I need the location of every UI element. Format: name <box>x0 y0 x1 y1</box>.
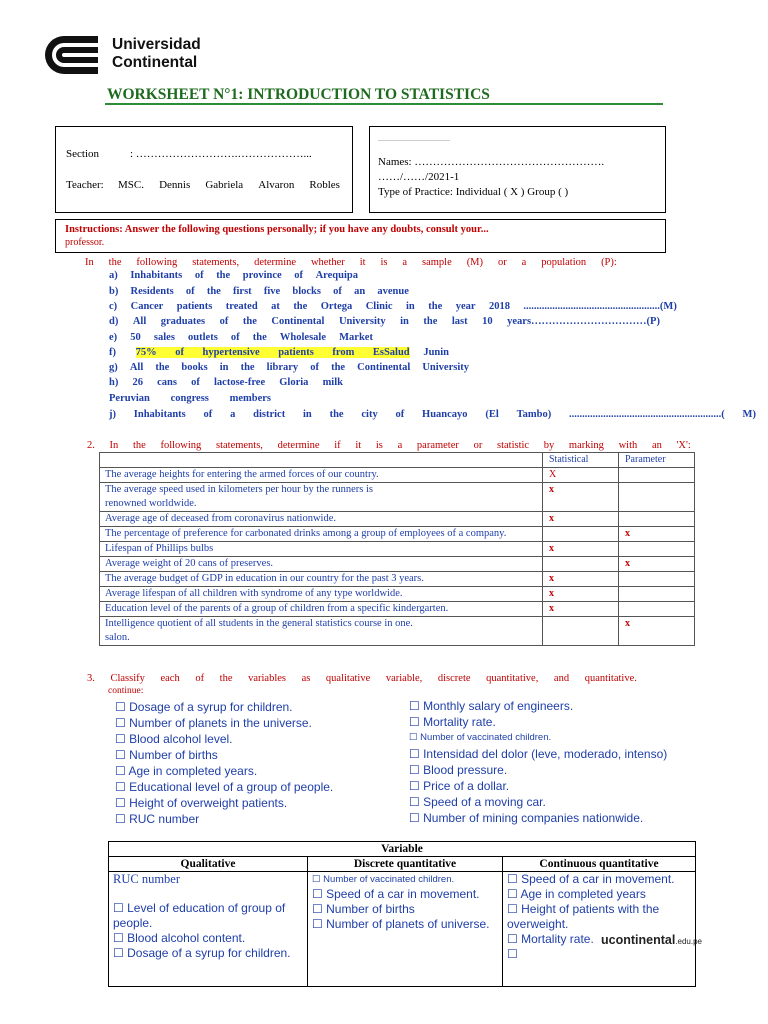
row-statement: Lifespan of Phillips bulbs <box>100 542 543 557</box>
checkbox-icon: ☐ <box>507 947 518 961</box>
university-logo-icon <box>36 33 102 77</box>
list-item: ☐ Number of vaccinated children. <box>409 732 552 743</box>
teacher-label: Teacher: <box>66 179 104 191</box>
list-item <box>113 887 303 901</box>
instructions-box <box>55 219 666 253</box>
col-continuous-header: Continuous quantitative <box>503 857 696 872</box>
section-label: Section <box>66 148 99 160</box>
worksheet-title: WORKSHEET N°1: INTRODUCTION TO STATISTICS <box>107 86 490 103</box>
info-dots: ……………………………… <box>378 137 450 143</box>
list-item: ☐ Monthly salary of engineers. <box>409 699 574 713</box>
list-item: ☐ Educational level of a group of people. <box>115 780 334 794</box>
list-item: ☐ Blood pressure. <box>409 763 508 777</box>
list-item: ☐ Number of vaccinated children. <box>312 874 455 885</box>
col-parameter-header: Parameter <box>619 453 695 468</box>
checkbox-icon: ☐ <box>507 902 518 916</box>
q1-item-a: a) Inhabitants of the province of Arequipa <box>109 270 358 281</box>
list-item: ☐ Speed of a car in movement. <box>312 887 480 901</box>
row-statement: The average heights for entering the armed forces of our country. <box>100 468 543 483</box>
checkbox-icon: ☐ <box>312 902 323 916</box>
statistic-parameter-table <box>99 452 695 646</box>
list-item: ☐ Number of planets of universe. <box>312 917 490 931</box>
q1-item-g: g) All the books in the library of the Continental University <box>109 362 469 373</box>
table-row <box>100 527 695 542</box>
university-name-line2: Continental <box>112 54 198 71</box>
checkbox-icon: ☐ <box>115 796 126 810</box>
checkbox-icon: ☐ <box>115 716 126 730</box>
table-header-row <box>109 842 696 857</box>
names-field: Names: ……………………………………………. <box>378 156 605 168</box>
date-field: ……/……/2021-1 <box>378 171 460 183</box>
table-row <box>100 602 695 617</box>
row-statement: Intelligence quotient of all students in the general statistics course in one. salon. <box>100 617 543 646</box>
checkbox-icon: ☐ <box>409 779 420 793</box>
university-name <box>112 36 201 72</box>
statistical-mark: x <box>543 512 619 527</box>
q1-item-f: f) 75% of hypertensive patients from EsSalud Junin <box>109 347 449 358</box>
q1-item-i: Peruvian congress members <box>109 393 271 404</box>
section-value: : ……………………….………………... <box>130 148 312 160</box>
instructions-line2: professor. <box>65 237 105 248</box>
checkbox-icon: ☐ <box>312 887 323 901</box>
q1-item-d: d) All graduates of the Continental University in the last 10 years……………………………(P) <box>109 316 660 327</box>
q1-item-e: e) 50 sales outlets of the Wholesale Market <box>109 332 373 343</box>
parameter-mark: x <box>619 617 695 646</box>
checkbox-icon: ☐ <box>507 887 518 901</box>
statistical-mark <box>543 557 619 572</box>
row-statement: Average lifespan of all children with syndrome of any type worldwide. <box>100 587 543 602</box>
variable-header: Variable <box>109 842 696 857</box>
checkbox-icon: ☐ <box>115 700 126 714</box>
table-row <box>100 557 695 572</box>
q1-item-j: j) Inhabitants of a district in the city of Huancayo (El Tambo) ..........................................................( M) <box>109 409 756 420</box>
qualitative-cell <box>109 872 308 987</box>
parameter-mark <box>619 512 695 527</box>
parameter-mark: x <box>619 527 695 542</box>
checkbox-icon: ☐ <box>409 715 420 729</box>
checkbox-icon: ☐ <box>115 764 126 778</box>
col-statistical-header: Statistical <box>543 453 619 468</box>
checkbox-icon: ☐ <box>507 872 518 886</box>
checkbox-icon: ☐ <box>115 732 126 746</box>
variable-classification-table <box>108 841 696 987</box>
checkbox-icon: ☐ <box>409 732 418 743</box>
list-item: ☐ Speed of a car in movement. <box>507 872 675 886</box>
statistical-mark: X <box>543 468 619 483</box>
info-box-right <box>369 126 666 213</box>
table-header-row <box>100 453 695 468</box>
row-statement: Average age of deceased from coronavirus nationwide. <box>100 512 543 527</box>
list-item: ☐ Height of patients with the overweight. <box>507 902 660 931</box>
q3-prompt-continue: continue: <box>108 686 144 696</box>
list-item: ☐ Number of mining companies nationwide. <box>409 811 644 825</box>
list-item: ☐ Number of births <box>115 748 218 762</box>
table-row <box>100 483 695 512</box>
table-row <box>100 468 695 483</box>
table-row <box>100 587 695 602</box>
list-item: ☐ Price of a dollar. <box>409 779 510 793</box>
checkbox-icon: ☐ <box>113 946 124 960</box>
instructions-line1: Instructions: Answer the following questions personally; if you have any doubts, consult your... <box>65 224 489 235</box>
checkbox-icon: ☐ <box>115 780 126 794</box>
list-item: ☐ Mortality rate. <box>409 715 496 729</box>
q3-prompt: 3. Classify each of the variables as qualitative variable, discrete quantitative, and quantitative. <box>87 673 637 684</box>
q1-prompt: In the following statements, determine whether it is a sample (M) or a population (P): <box>85 257 617 268</box>
list-item: ☐ Intensidad del dolor (leve, moderado, intenso) <box>409 747 668 761</box>
row-statement: Average weight of 20 cans of preserves. <box>100 557 543 572</box>
list-item: ☐ Dosage of a syrup for children. <box>113 946 291 960</box>
checkbox-icon: ☐ <box>113 931 124 945</box>
row-statement: The percentage of preference for carbonated drinks among a group of employees of a company. <box>100 527 543 542</box>
checkbox-icon: ☐ <box>409 811 420 825</box>
checkbox-icon: ☐ <box>409 763 420 777</box>
teacher-value: MSC. Dennis Gabriela Alvaron Robles <box>118 179 340 191</box>
list-item: ☐ Blood alcohol content. <box>113 931 246 945</box>
university-name-line1: Universidad <box>112 36 201 53</box>
checkbox-icon: ☐ <box>507 932 518 946</box>
statistical-mark: x <box>543 572 619 587</box>
parameter-mark <box>619 468 695 483</box>
q1-item-c: c) Cancer patients treated at the Ortega Clinic in the year 2018 ....................................................(M) <box>109 301 677 312</box>
list-item: ☐ Dosage of a syrup for children. <box>115 700 293 714</box>
table-row <box>100 542 695 557</box>
list-item: ☐ Level of education of group of people. <box>113 901 286 930</box>
table-row <box>100 572 695 587</box>
checkbox-icon: ☐ <box>115 748 126 762</box>
table-row <box>100 512 695 527</box>
list-item: ☐ Mortality rate. <box>507 932 594 946</box>
parameter-mark <box>619 602 695 617</box>
checkbox-icon: ☐ <box>409 699 420 713</box>
q1-item-h: h) 26 cans of lactose-free Gloria milk <box>109 377 343 388</box>
checkbox-icon: ☐ <box>115 812 126 826</box>
q3-right-list <box>409 698 667 826</box>
checkbox-icon: ☐ <box>409 747 420 761</box>
list-item: ☐ Number of planets in the universe. <box>115 716 312 730</box>
continuous-cell <box>503 872 696 987</box>
list-item: ☐ Blood alcohol level. <box>115 732 233 746</box>
checkbox-icon: ☐ <box>312 917 323 931</box>
table-header-row <box>109 857 696 872</box>
col-qualitative-header: Qualitative <box>109 857 308 872</box>
q1-item-b: b) Residents of the first five blocks of an avenue <box>109 286 409 297</box>
discrete-cell <box>308 872 503 987</box>
parameter-mark <box>619 483 695 512</box>
table-row <box>100 617 695 646</box>
statistical-mark: x <box>543 602 619 617</box>
table-header-blank <box>100 453 543 468</box>
statistical-mark: x <box>543 587 619 602</box>
statistical-mark: x <box>543 483 619 512</box>
q3-left-list <box>115 699 333 827</box>
list-item: ☐ Age in completed years <box>507 887 646 901</box>
q2-prompt: 2. In the following statements, determine if it is a parameter or statistic by marking with an 'X': <box>87 440 691 451</box>
statistical-mark: x <box>543 542 619 557</box>
list-item: ☐ Height of overweight patients. <box>115 796 288 810</box>
table-row <box>109 872 696 987</box>
parameter-mark <box>619 542 695 557</box>
list-item: ☐ RUC number <box>115 812 200 826</box>
list-item: ☐ Number of births <box>312 902 415 916</box>
row-statement: The average speed used in kilometers per hour by the runners is renowned worldwide. <box>100 483 543 512</box>
parameter-mark: x <box>619 557 695 572</box>
parameter-mark <box>619 572 695 587</box>
title-underline <box>105 103 663 105</box>
ucontinental-watermark: ucontinental.edu.pe <box>601 933 703 947</box>
row-statement: The average budget of GDP in education in our country for the past 3 years. <box>100 572 543 587</box>
list-item: ☐ Speed of a moving car. <box>409 795 546 809</box>
checkbox-icon: ☐ <box>409 795 420 809</box>
statistical-mark <box>543 617 619 646</box>
col-discrete-header: Discrete quantitative <box>308 857 503 872</box>
list-item: ☐ Age in completed years. <box>115 764 258 778</box>
list-item <box>507 947 691 962</box>
statistical-mark <box>543 527 619 542</box>
info-box-left <box>55 126 353 213</box>
practice-type-field: Type of Practice: Individual ( X ) Group ( ) <box>378 186 569 198</box>
checkbox-icon: ☐ <box>113 901 124 915</box>
parameter-mark <box>619 587 695 602</box>
row-statement: Education level of the parents of a group of children from a specific kindergarten. <box>100 602 543 617</box>
list-item: RUC number <box>113 872 181 886</box>
checkbox-icon: ☐ <box>312 874 321 885</box>
